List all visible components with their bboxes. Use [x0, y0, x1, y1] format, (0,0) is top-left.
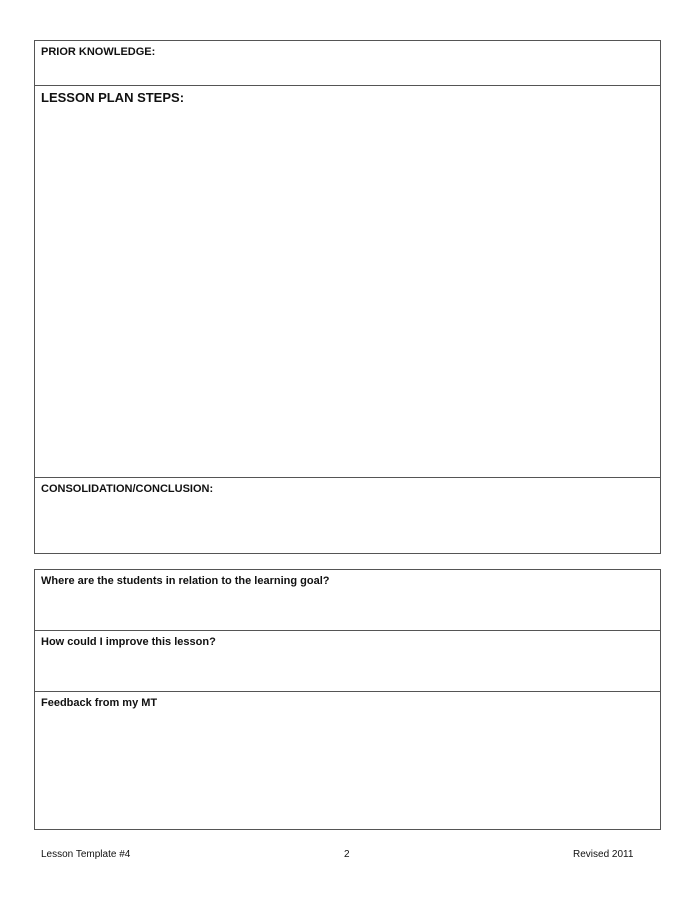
- improve-lesson-label: How could I improve this lesson?: [41, 636, 216, 648]
- prior-knowledge-label: PRIOR KNOWLEDGE:: [41, 46, 156, 58]
- consolidation-conclusion-label: CONSOLIDATION/CONCLUSION:: [41, 483, 214, 495]
- feedback-label: Feedback from my MT: [41, 697, 158, 709]
- lesson-plan-steps-label: LESSON PLAN STEPS:: [41, 90, 185, 105]
- prior-knowledge-field[interactable]: [35, 41, 660, 86]
- students-goal-field[interactable]: [35, 570, 660, 631]
- footer-revised: Revised 2011: [573, 849, 634, 860]
- improve-lesson-field[interactable]: [35, 631, 660, 692]
- lesson-plan-steps-field[interactable]: [35, 86, 660, 478]
- feedback-field[interactable]: [35, 692, 660, 829]
- reflection-table: [34, 569, 661, 830]
- consolidation-conclusion-field[interactable]: [35, 478, 660, 553]
- lesson-plan-table: [34, 40, 661, 554]
- footer-page-number: 2: [344, 849, 350, 860]
- footer-template-name: Lesson Template #4: [41, 849, 131, 860]
- students-goal-label: Where are the students in relation to the learning goal?: [41, 575, 330, 587]
